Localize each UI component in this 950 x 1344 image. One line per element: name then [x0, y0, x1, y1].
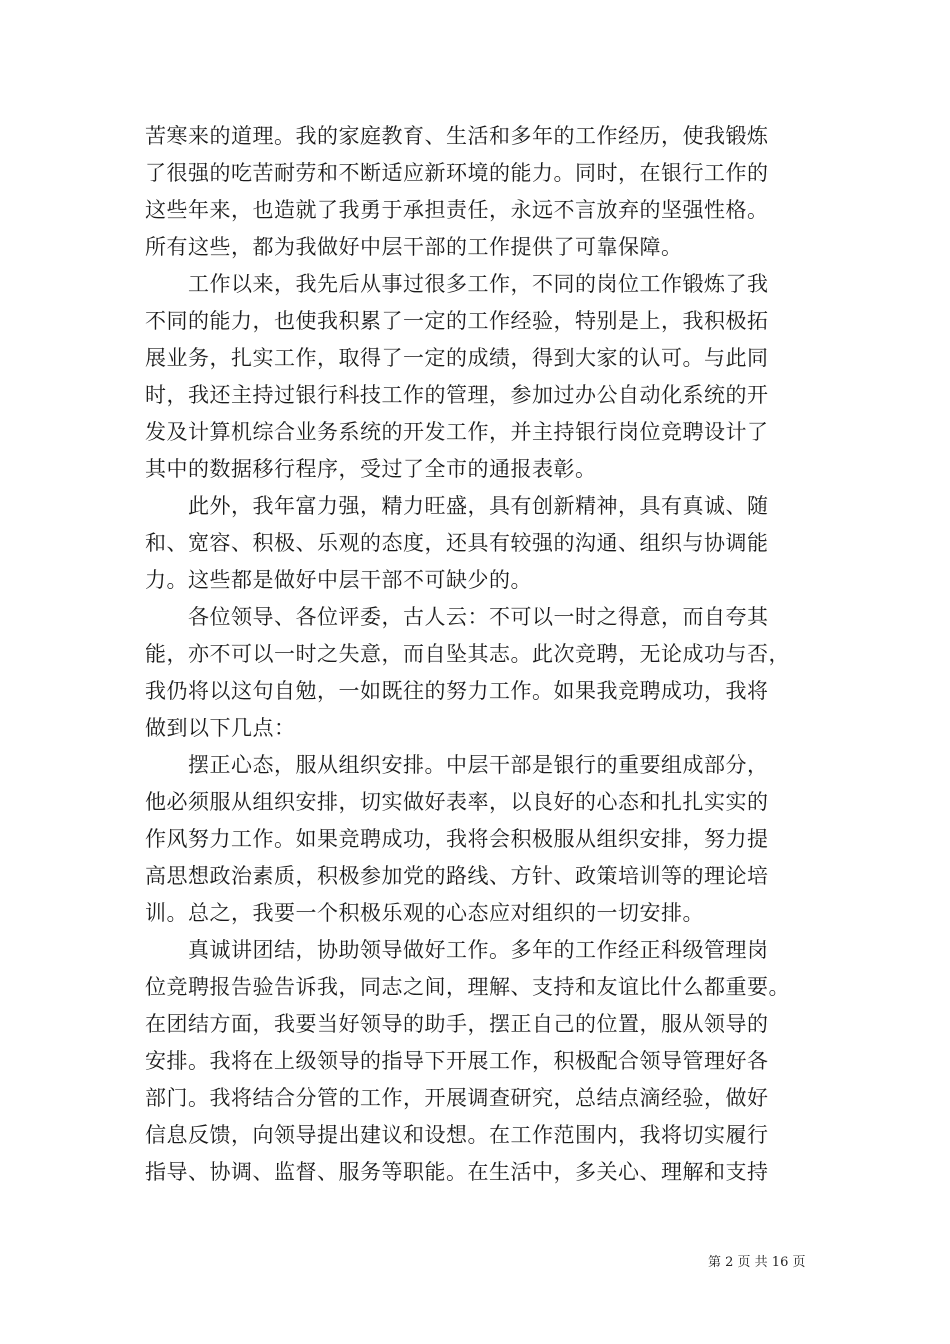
- text-line: 时，我还主持过银行科技工作的管理，参加过办公自动化系统的开: [145, 383, 769, 407]
- text-line: 此外，我年富力强，精力旺盛，具有创新精神，具有真诚、随: [145, 494, 769, 518]
- text-line: 信息反馈，向领导提出建议和设想。在工作范围内，我将切实履行: [145, 1123, 769, 1147]
- text-line: 高思想政治素质，积极参加党的路线、方针、政策培训等的理论培: [145, 864, 769, 888]
- text-line: 其中的数据移行程序，受过了全市的通报表彰。: [145, 457, 597, 481]
- text-line: 安排。我将在上级领导的指导下开展工作，积极配合领导管理好各: [145, 1049, 769, 1073]
- text-line: 训。总之，我要一个积极乐观的心态应对组织的一切安排。: [145, 901, 704, 925]
- text-line: 苦寒来的道理。我的家庭教育、生活和多年的工作经历，使我锻炼: [145, 124, 769, 148]
- text-line: 真诚讲团结，协助领导做好工作。多年的工作经正科级管理岗: [145, 938, 769, 962]
- text-line: 发及计算机综合业务系统的开发工作，并主持银行岗位竞聘设计了: [145, 420, 769, 444]
- text-line: 这些年来，也造就了我勇于承担责任，永远不言放弃的坚强性格。: [145, 198, 769, 222]
- text-line: 所有这些，都为我做好中层干部的工作提供了可靠保障。: [145, 235, 683, 259]
- text-line: 不同的能力，也使我积累了一定的工作经验，特别是上，我积极拓: [145, 309, 769, 333]
- text-line: 各位领导、各位评委，古人云：不可以一时之得意，而自夸其: [145, 605, 769, 629]
- text-line: 他必须服从组织安排，切实做好表率，以良好的心态和扎扎实实的: [145, 790, 769, 814]
- text-line: 工作以来，我先后从事过很多工作，不同的岗位工作锻炼了我: [145, 272, 769, 296]
- text-line: 力。这些都是做好中层干部不可缺少的。: [145, 568, 532, 592]
- text-line: 作风努力工作。如果竞聘成功，我将会积极服从组织安排，努力提: [145, 827, 769, 851]
- text-line: 指导、协调、监督、服务等职能。在生活中，多关心、理解和支持: [145, 1160, 769, 1184]
- text-line: 展业务，扎实工作，取得了一定的成绩，得到大家的认可。与此同: [145, 346, 769, 370]
- text-line: 能，亦不可以一时之失意，而自坠其志。此次竞聘，无论成功与否，: [145, 642, 790, 666]
- text-line: 部门。我将结合分管的工作，开展调查研究，总结点滴经验，做好: [145, 1086, 769, 1110]
- text-line: 位竞聘报告验告诉我，同志之间，理解、支持和友谊比什么都重要。: [145, 975, 790, 999]
- text-line: 和、宽容、积极、乐观的态度，还具有较强的沟通、组织与协调能: [145, 531, 769, 555]
- text-line: 我仍将以这句自勉，一如既往的努力工作。如果我竞聘成功，我将: [145, 679, 769, 703]
- page-number-footer: 第 2 页 共 16 页: [708, 1255, 806, 1270]
- text-line: 做到以下几点：: [145, 716, 296, 740]
- document-body: [145, 118, 815, 1191]
- text-line: 摆正心态，服从组织安排。中层干部是银行的重要组成部分，: [145, 753, 769, 777]
- text-line: 了很强的吃苦耐劳和不断适应新环境的能力。同时，在银行工作的: [145, 161, 769, 185]
- text-line: 在团结方面，我要当好领导的助手，摆正自己的位置，服从领导的: [145, 1012, 769, 1036]
